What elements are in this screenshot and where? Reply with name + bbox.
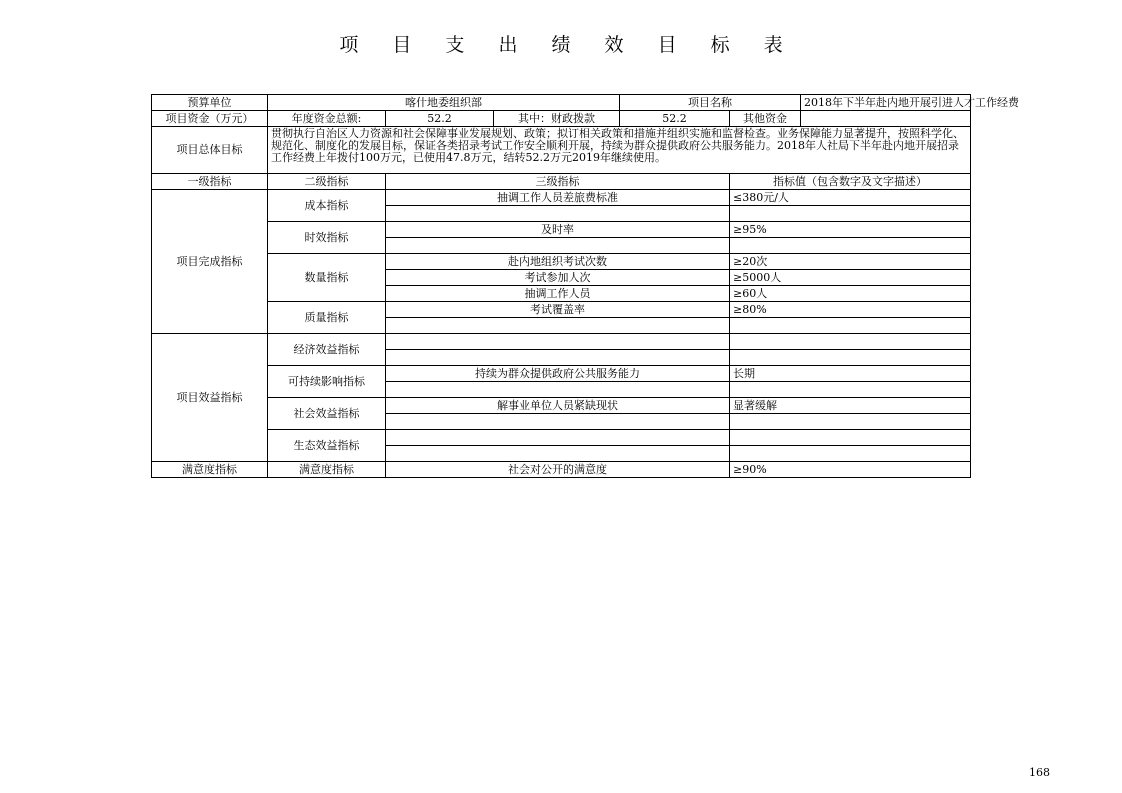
indicator-name [386, 430, 730, 446]
table-row [152, 127, 971, 174]
performance-target-table [151, 94, 1019, 478]
fiscal-label: 其中：财政拨款 [494, 111, 620, 127]
other-funds-label: 其他资金 [730, 111, 801, 127]
indicator-value [730, 350, 971, 366]
indicator-name [386, 334, 730, 350]
indicator-value [730, 414, 971, 430]
quantity-indicator-label: 数量指标 [268, 254, 386, 302]
column-header-level3: 三级指标 [386, 174, 730, 190]
indicator-name: 考试覆盖率 [386, 302, 730, 318]
social-indicator-label: 社会效益指标 [268, 398, 386, 430]
indicator-value: 显著缓解 [730, 398, 971, 414]
project-name-value: 2018年下半年赴内地开展引进人才工作经费 [801, 95, 971, 111]
indicator-name: 解事业单位人员紧缺现状 [386, 398, 730, 414]
indicator-name [386, 206, 730, 222]
indicator-value [730, 430, 971, 446]
table-row [152, 398, 971, 414]
satisfaction-value: ≥90% [730, 462, 971, 478]
page-title: 项 目 支 出 绩 效 目 标 表 [339, 34, 797, 56]
table-row [152, 111, 971, 127]
indicator-value: ≥20次 [730, 254, 971, 270]
budget-unit-label: 预算单位 [152, 95, 268, 111]
time-indicator-label: 时效指标 [268, 222, 386, 254]
benefit-indicators-label: 项目效益指标 [152, 334, 268, 462]
indicator-name: 抽调工作人员 [386, 286, 730, 302]
funds-label: 项目资金（万元） [152, 111, 268, 127]
other-funds-value [801, 111, 971, 127]
fiscal-value: 52.2 [620, 111, 730, 127]
overall-goal-text: 贯彻执行自治区人力资源和社会保障事业发展规划、政策；拟订相关政策和措施并组织实施和监督检查。业务保障能力显著提升，按照科学化、规范化、制度化的发展目标，保证各类招录考试工作安全顺利开展，持续为群众提供政府公共服务能力。2018年人社局下半年赴内地开展招录工作经费上年拨付100万元，已使用47.8万元，结转52.2万元2019年继续使用。 [268, 127, 971, 174]
table-row [152, 190, 971, 206]
table-row [152, 174, 971, 190]
table-row [152, 302, 971, 318]
indicator-value: ≥95% [730, 222, 971, 238]
table-row [152, 334, 971, 350]
satisfaction-level2-label: 满意度指标 [268, 462, 386, 478]
indicator-name: 考试参加人次 [386, 270, 730, 286]
quality-indicator-label: 质量指标 [268, 302, 386, 334]
cost-indicator-label: 成本指标 [268, 190, 386, 222]
indicator-value [730, 206, 971, 222]
indicator-name: 抽调工作人员差旅费标准 [386, 190, 730, 206]
sustainable-indicator-label: 可持续影响指标 [268, 366, 386, 398]
indicator-value: ≥60人 [730, 286, 971, 302]
indicator-value: ≥80% [730, 302, 971, 318]
indicator-name: 及时率 [386, 222, 730, 238]
satisfaction-indicator: 社会对公开的满意度 [386, 462, 730, 478]
column-header-level2: 二级指标 [268, 174, 386, 190]
indicator-name [386, 414, 730, 430]
indicator-name [386, 350, 730, 366]
table-row [152, 222, 971, 238]
budget-unit-value: 喀什地委组织部 [268, 95, 620, 111]
indicator-value: ≥5000人 [730, 270, 971, 286]
project-name-label: 项目名称 [620, 95, 801, 111]
indicator-value [730, 334, 971, 350]
satisfaction-level1-label: 满意度指标 [152, 462, 268, 478]
table-row [152, 254, 971, 270]
table-row [152, 462, 971, 478]
indicator-name [386, 446, 730, 462]
table-row [152, 95, 971, 111]
table-row [152, 366, 971, 382]
indicator-value: ≤380元/人 [730, 190, 971, 206]
annual-total-label: 年度资金总额: [268, 111, 386, 127]
indicator-name [386, 382, 730, 398]
indicator-value [730, 446, 971, 462]
indicator-name [386, 318, 730, 334]
ecological-indicator-label: 生态效益指标 [268, 430, 386, 462]
overall-goal-label: 项目总体目标 [152, 127, 268, 174]
annual-total-value: 52.2 [386, 111, 494, 127]
indicator-value: 长期 [730, 366, 971, 382]
economic-indicator-label: 经济效益指标 [268, 334, 386, 366]
completion-indicators-label: 项目完成指标 [152, 190, 268, 334]
indicator-name: 赴内地组织考试次数 [386, 254, 730, 270]
column-header-level1: 一级指标 [152, 174, 268, 190]
column-header-value: 指标值（包含数字及文字描述） [730, 174, 971, 190]
table-row [152, 430, 971, 446]
indicator-name [386, 238, 730, 254]
page-number: 168 [1029, 766, 1050, 779]
indicator-value [730, 238, 971, 254]
indicator-value [730, 318, 971, 334]
indicator-name: 持续为群众提供政府公共服务能力 [386, 366, 730, 382]
indicator-value [730, 382, 971, 398]
